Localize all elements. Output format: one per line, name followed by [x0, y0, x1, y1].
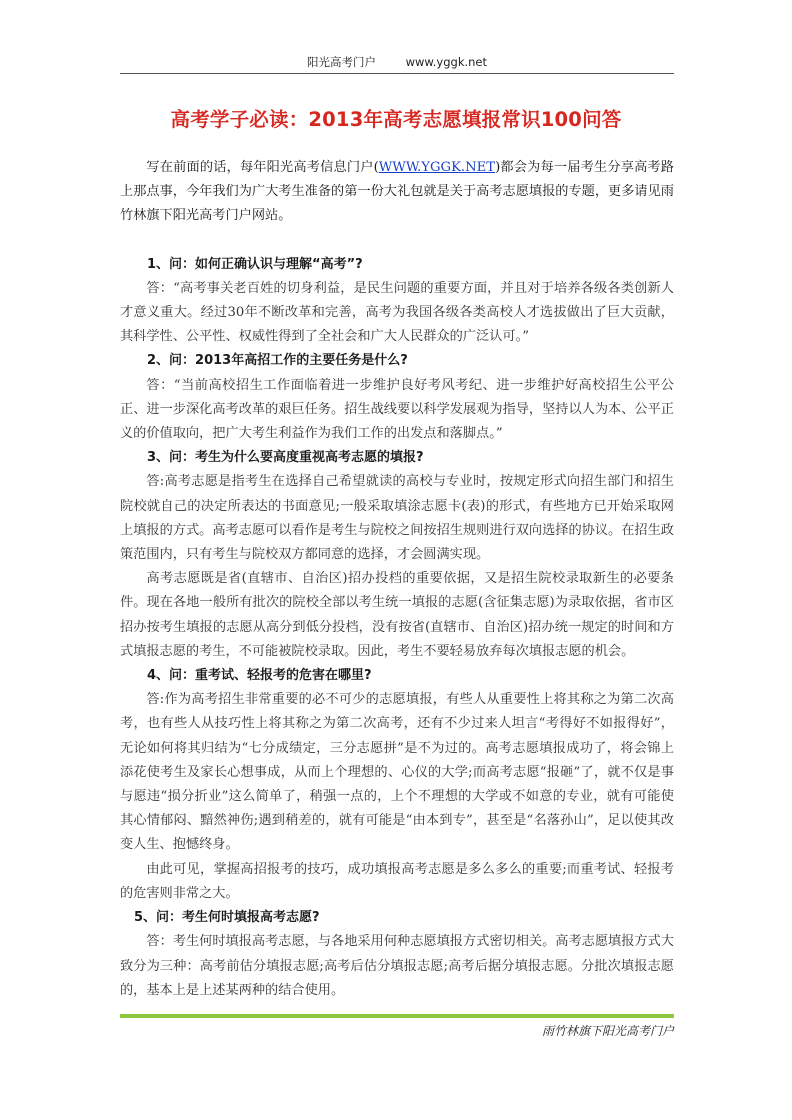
- answer-2: 答：“当前高校招生工作面临着进一步维护良好考风考纪、进一步维护好高校招生公平公正、进一步深化高考改革的艰巨任务。招生战线要以科学发展观为指导，坚持以人为本、公平正义的价值取向，把广大考生利益作为我们工作的出发点和落脚点。”: [120, 377, 674, 442]
- answer-3-part-1: 答:高考志愿是指考生在选择自己希望就读的高校与专业时，按规定形式向招生部门和招生院校就自己的决定所表达的书面意见;一般采取填涂志愿卡(表)的形式，有些地方已开始采取网上填报的方式。高考志愿可以看作是考生与院校之间按招生规则进行双向选择的协议。在招生政策范围内，只有考生与院校双方都同意的选择，才会圆满实现。: [120, 474, 674, 563]
- header-site-url[interactable]: www.yggk.net: [405, 55, 488, 69]
- header-divider: [120, 73, 674, 74]
- page-header: [120, 54, 674, 74]
- header-site-name: 阳光高考门户: [306, 55, 376, 69]
- question-3: 3、问：考生为什么要高度重视高考志愿的填报?: [147, 450, 424, 466]
- intro-text-after: )都会为每一届考生分享高考路上那点事，今年我们为广大考生准备的第一份大礼包就是关于高考志愿填报的专题，更多请见雨竹林旗下阳光高考门户网站。: [120, 160, 674, 224]
- answer-5: 答：考生何时填报高考志愿，与各地采用何种志愿填报方式密切相关。高考志愿填报方式大致分为三种：高考前估分填报志愿;高考后估分填报志愿;高考后据分填报志愿。分批次填报志愿的，基本上是上述某两种的结合使用。: [120, 934, 674, 998]
- answer-4-part-1: 答:作为高考招生非常重要的必不可少的志愿填报，有些人从重要性上将其称之为第二次高考，也有些人从技巧性上将其称之为第二次高考，还有不少过来人坦言“考得好不如报得好”，无论如何将其归结为“七分成绩定，三分志愿拼”是不为过的。高考志愿填报成功了，将会锦上添花使考生及家长心想事成，从而上个理想的、心仪的大学;而高考志愿“报砸”了，就不仅是事与愿违“损分折业”这么简单了，稍强一点的，上个不理想的大学或不如意的专业，就有可能使其心情郁闷、黯然神伤;遇到稍差的，就有可能是“由本到专”，甚至是“名落孙山”，足以使其改变人生、抱憾终身。: [120, 692, 674, 853]
- page-footer: 雨竹林旗下阳光高考门户: [541, 1024, 674, 1038]
- intro-site-link[interactable]: WWW.YGGK.NET: [378, 160, 496, 175]
- answer-4-part-2: 由此可见，掌握高招报考的技巧，成功填报高考志愿是多么多么的重要;而重考试、轻报考的危害则非常之大。: [120, 861, 674, 901]
- footer-divider: [120, 1014, 674, 1018]
- question-2: 2、问：2013年高招工作的主要任务是什么?: [147, 353, 408, 369]
- question-5: 5、问：考生何时填报高考志愿?: [134, 910, 320, 926]
- document-title: 高考学子必读：2013年高考志愿填报常识100问答: [170, 108, 622, 131]
- answer-1: 答：“高考事关老百姓的切身利益，是民生问题的重要方面，并且对于培养各级各类创新人才意义重大。经过30年不断改革和完善，高考为我国各级各类高校人才选拔做出了巨大贡献，其科学性、公平性、权威性得到了全社会和广大人民群众的广泛认可。”: [120, 280, 674, 345]
- intro-text-before: 写在前面的话，每年阳光高考信息门户(: [146, 160, 379, 175]
- question-4: 4、问：重考试、轻报考的危害在哪里?: [147, 668, 372, 684]
- intro-paragraph: [120, 156, 674, 229]
- question-1: 1、问：如何正确认识与理解“高考”?: [147, 256, 363, 272]
- answer-3-part-2: 高考志愿既是省(直辖市、自治区)招办投档的重要依据，又是招生院校录取新生的必要条件。现在各地一般所有批次的院校全部以考生统一填报的志愿(含征集志愿)为录取依据，省市区招办按考生填报的志愿从高分到低分投档，没有按省(直辖市、自治区)招办统一规定的时间和方式填报志愿的考生，不可能被院校录取。因此，考生不要轻易放弃每次填报志愿的机会。: [120, 571, 674, 659]
- document-body: [120, 156, 674, 1003]
